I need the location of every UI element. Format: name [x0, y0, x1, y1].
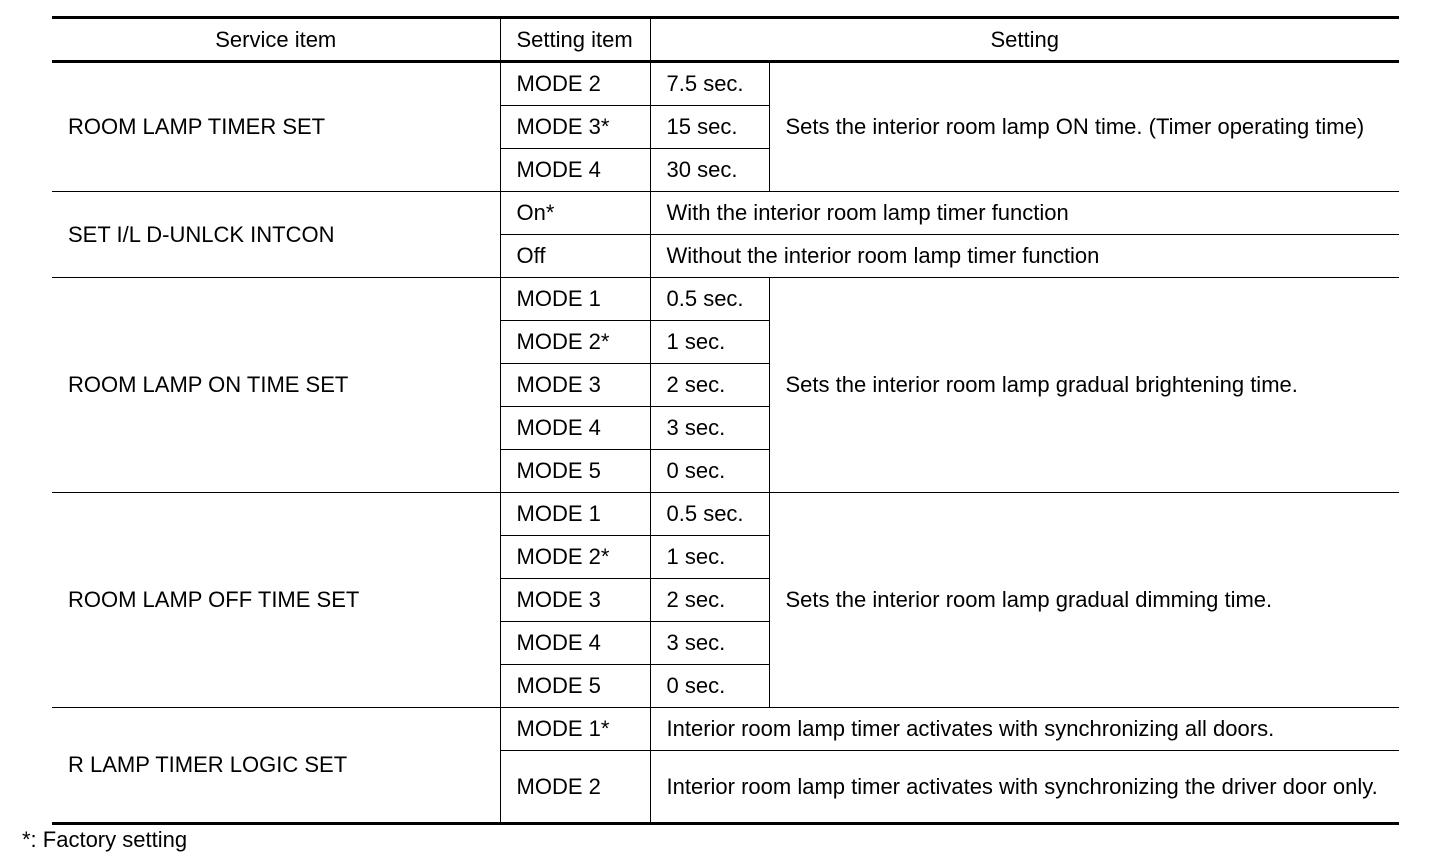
table-row: [52, 62, 1399, 106]
description-cell: Sets the interior room lamp gradual brightening time.: [769, 278, 1399, 493]
value-cell: 3 sec.: [650, 407, 769, 450]
table-row: [52, 708, 1399, 751]
value-cell: 2 sec.: [650, 364, 769, 407]
service-name: ROOM LAMP OFF TIME SET: [52, 493, 500, 708]
mode-cell: MODE 2*: [500, 321, 650, 364]
header-setting: Setting: [650, 18, 1399, 62]
value-cell: 0.5 sec.: [650, 278, 769, 321]
table-row: [52, 278, 1399, 321]
description-cell: Sets the interior room lamp gradual dimming time.: [769, 493, 1399, 708]
value-cell: 3 sec.: [650, 622, 769, 665]
mode-cell: MODE 4: [500, 407, 650, 450]
mode-cell: MODE 4: [500, 622, 650, 665]
footnote: *: Factory setting: [22, 827, 188, 852]
value-cell: 30 sec.: [650, 149, 769, 192]
header-service-item: Service item: [52, 18, 500, 62]
value-cell: 15 sec.: [650, 106, 769, 149]
mode-cell: MODE 5: [500, 665, 650, 708]
service-name: R LAMP TIMER LOGIC SET: [52, 708, 500, 824]
table-header-row: [52, 18, 1399, 62]
service-name: ROOM LAMP TIMER SET: [52, 62, 500, 192]
mode-cell: On*: [500, 192, 650, 235]
service-name: SET I/L D-UNLCK INTCON: [52, 192, 500, 278]
value-cell: Interior room lamp timer activates with synchronizing all doors.: [650, 708, 1399, 751]
value-cell: 0 sec.: [650, 665, 769, 708]
mode-cell: Off: [500, 235, 650, 278]
value-cell: 1 sec.: [650, 536, 769, 579]
value-cell: 2 sec.: [650, 579, 769, 622]
value-cell: 7.5 sec.: [650, 62, 769, 106]
mode-cell: MODE 4: [500, 149, 650, 192]
mode-cell: MODE 5: [500, 450, 650, 493]
mode-cell: MODE 1*: [500, 708, 650, 751]
mode-cell: MODE 2: [500, 62, 650, 106]
value-cell: Interior room lamp timer activates with synchronizing the driver door only.: [650, 751, 1399, 824]
mode-cell: MODE 2: [500, 751, 650, 824]
value-cell: 0.5 sec.: [650, 493, 769, 536]
service-name: ROOM LAMP ON TIME SET: [52, 278, 500, 493]
mode-cell: MODE 3*: [500, 106, 650, 149]
value-cell: 1 sec.: [650, 321, 769, 364]
description-cell: Sets the interior room lamp ON time. (Timer operating time): [769, 62, 1399, 192]
value-cell: Without the interior room lamp timer function: [650, 235, 1399, 278]
value-cell: With the interior room lamp timer function: [650, 192, 1399, 235]
mode-cell: MODE 3: [500, 364, 650, 407]
table-row: [52, 493, 1399, 536]
mode-cell: MODE 2*: [500, 536, 650, 579]
service-settings-table: [52, 16, 1399, 825]
value-cell: 0 sec.: [650, 450, 769, 493]
table-row: [52, 192, 1399, 235]
mode-cell: MODE 1: [500, 278, 650, 321]
mode-cell: MODE 3: [500, 579, 650, 622]
mode-cell: MODE 1: [500, 493, 650, 536]
header-setting-item: Setting item: [500, 18, 650, 62]
